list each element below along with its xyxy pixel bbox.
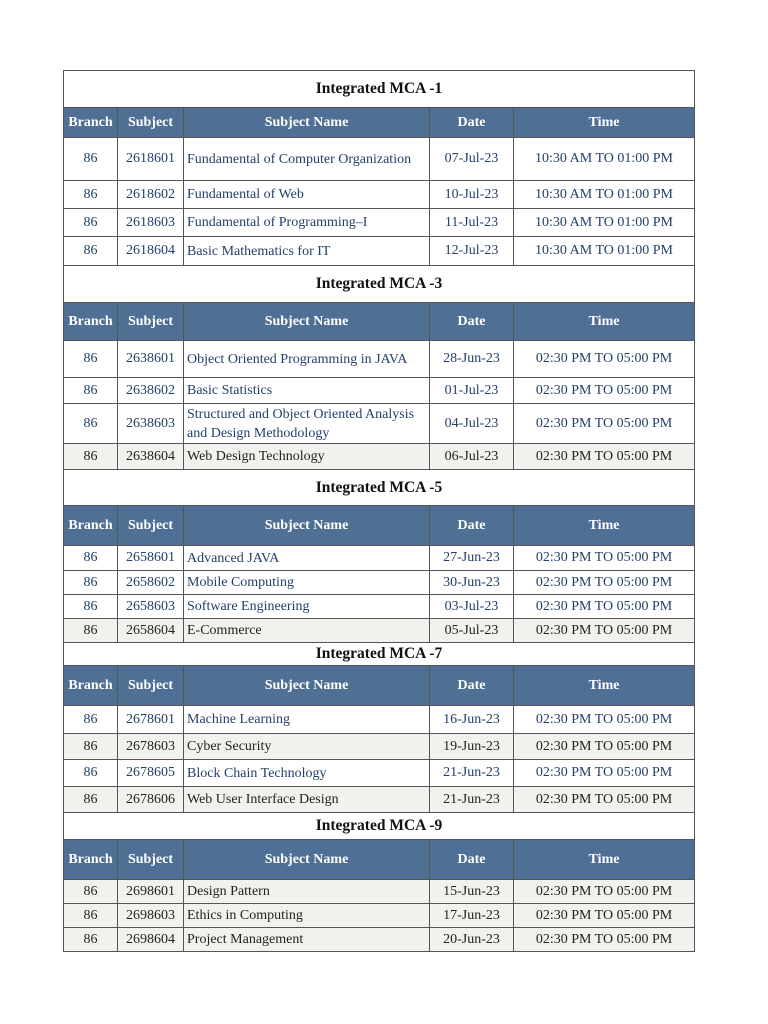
subject-name-cell: Fundamental of Programming–I: [184, 209, 430, 237]
subject-code-cell: 2618604: [118, 237, 184, 266]
branch-cell: 86: [64, 546, 118, 571]
subject-code-cell: 2638603: [118, 404, 184, 444]
subject-name-cell: Mobile Computing: [184, 571, 430, 595]
date-cell: 06-Jul-23: [430, 444, 514, 470]
subject-name-cell: Web User Interface Design: [184, 787, 430, 813]
subject-code-cell: 2618601: [118, 138, 184, 181]
subject-name-cell: Object Oriented Programming in JAVA: [184, 341, 430, 378]
branch-cell: 86: [64, 237, 118, 266]
table-row: [64, 237, 695, 266]
time-cell: 02:30 PM TO 05:00 PM: [514, 787, 695, 813]
date-cell: 04-Jul-23: [430, 404, 514, 444]
time-cell: 02:30 PM TO 05:00 PM: [514, 619, 695, 643]
branch-cell: 86: [64, 571, 118, 595]
date-cell: 30-Jun-23: [430, 571, 514, 595]
subject-name-cell: Basic Mathematics for IT: [184, 237, 430, 266]
time-cell: 02:30 PM TO 05:00 PM: [514, 444, 695, 470]
branch-cell: 86: [64, 181, 118, 209]
date-cell: 07-Jul-23: [430, 138, 514, 181]
date-cell: 28-Jun-23: [430, 341, 514, 378]
branch-cell: 86: [64, 706, 118, 734]
table-row: [64, 138, 695, 181]
branch-cell: 86: [64, 734, 118, 760]
column-header: Date: [430, 666, 514, 706]
column-header: Branch: [64, 108, 118, 138]
time-cell: 10:30 AM TO 01:00 PM: [514, 138, 695, 181]
date-cell: 15-Jun-23: [430, 880, 514, 904]
table-row: [64, 571, 695, 595]
column-header: Subject Name: [184, 840, 430, 880]
column-header: Date: [430, 303, 514, 341]
subject-name-cell: Project Management: [184, 928, 430, 952]
branch-cell: 86: [64, 595, 118, 619]
table-row: [64, 706, 695, 734]
date-cell: 27-Jun-23: [430, 546, 514, 571]
section-title: Integrated MCA -1: [64, 71, 695, 108]
subject-code-cell: 2638602: [118, 378, 184, 404]
branch-cell: 86: [64, 619, 118, 643]
subject-code-cell: 2698604: [118, 928, 184, 952]
date-cell: 19-Jun-23: [430, 734, 514, 760]
table-row: [64, 404, 695, 444]
subject-code-cell: 2678603: [118, 734, 184, 760]
table-row: [64, 760, 695, 787]
subject-code-cell: 2618602: [118, 181, 184, 209]
subject-code-cell: 2678601: [118, 706, 184, 734]
date-cell: 03-Jul-23: [430, 595, 514, 619]
column-header-row: [64, 840, 695, 880]
table-row: [64, 181, 695, 209]
subject-name-cell: E-Commerce: [184, 619, 430, 643]
subject-code-cell: 2658604: [118, 619, 184, 643]
date-cell: 16-Jun-23: [430, 706, 514, 734]
subject-name-cell: Block Chain Technology: [184, 760, 430, 787]
branch-cell: 86: [64, 444, 118, 470]
column-header: Subject Name: [184, 303, 430, 341]
exam-timetable: [63, 70, 695, 952]
subject-name-cell: Fundamental of Web: [184, 181, 430, 209]
time-cell: 02:30 PM TO 05:00 PM: [514, 595, 695, 619]
column-header: Branch: [64, 666, 118, 706]
subject-code-cell: 2638601: [118, 341, 184, 378]
time-cell: 02:30 PM TO 05:00 PM: [514, 341, 695, 378]
column-header: Subject: [118, 840, 184, 880]
date-cell: 21-Jun-23: [430, 787, 514, 813]
column-header: Subject: [118, 108, 184, 138]
column-header-row: [64, 303, 695, 341]
date-cell: 01-Jul-23: [430, 378, 514, 404]
subject-name-cell: Structured and Object Oriented Analysis and Design Methodology: [184, 404, 430, 444]
table-row: [64, 595, 695, 619]
subject-name-cell: Web Design Technology: [184, 444, 430, 470]
section-title: Integrated MCA -7: [64, 643, 695, 666]
table-row: [64, 378, 695, 404]
branch-cell: 86: [64, 880, 118, 904]
subject-code-cell: 2698601: [118, 880, 184, 904]
date-cell: 12-Jul-23: [430, 237, 514, 266]
column-header: Date: [430, 506, 514, 546]
section-title: Integrated MCA -5: [64, 470, 695, 506]
column-header-row: [64, 666, 695, 706]
table-row: [64, 341, 695, 378]
subject-code-cell: 2678606: [118, 787, 184, 813]
branch-cell: 86: [64, 138, 118, 181]
date-cell: 11-Jul-23: [430, 209, 514, 237]
subject-name-cell: Advanced JAVA: [184, 546, 430, 571]
branch-cell: 86: [64, 760, 118, 787]
subject-code-cell: 2618603: [118, 209, 184, 237]
branch-cell: 86: [64, 404, 118, 444]
column-header-row: [64, 108, 695, 138]
branch-cell: 86: [64, 378, 118, 404]
column-header: Time: [514, 666, 695, 706]
time-cell: 02:30 PM TO 05:00 PM: [514, 706, 695, 734]
subject-name-cell: Fundamental of Computer Organization: [184, 138, 430, 181]
column-header-row: [64, 506, 695, 546]
subject-name-cell: Machine Learning: [184, 706, 430, 734]
subject-name-cell: Ethics in Computing: [184, 904, 430, 928]
column-header: Date: [430, 108, 514, 138]
section-title-row: [64, 643, 695, 666]
column-header: Subject Name: [184, 506, 430, 546]
table-row: [64, 209, 695, 237]
section-title: Integrated MCA -9: [64, 813, 695, 840]
table-row: [64, 787, 695, 813]
time-cell: 02:30 PM TO 05:00 PM: [514, 378, 695, 404]
table-row: [64, 928, 695, 952]
subject-name-cell: Basic Statistics: [184, 378, 430, 404]
column-header: Subject: [118, 303, 184, 341]
time-cell: 02:30 PM TO 05:00 PM: [514, 571, 695, 595]
column-header: Subject Name: [184, 108, 430, 138]
subject-name-cell: Software Engineering: [184, 595, 430, 619]
subject-code-cell: 2658602: [118, 571, 184, 595]
column-header: Time: [514, 108, 695, 138]
subject-name-cell: Design Pattern: [184, 880, 430, 904]
date-cell: 21-Jun-23: [430, 760, 514, 787]
branch-cell: 86: [64, 209, 118, 237]
column-header: Branch: [64, 840, 118, 880]
column-header: Branch: [64, 303, 118, 341]
section-title-row: [64, 813, 695, 840]
subject-code-cell: 2658601: [118, 546, 184, 571]
column-header: Date: [430, 840, 514, 880]
subject-code-cell: 2638604: [118, 444, 184, 470]
table-row: [64, 444, 695, 470]
branch-cell: 86: [64, 928, 118, 952]
subject-code-cell: 2678605: [118, 760, 184, 787]
time-cell: 02:30 PM TO 05:00 PM: [514, 760, 695, 787]
section-title-row: [64, 266, 695, 303]
table-row: [64, 734, 695, 760]
column-header: Subject: [118, 666, 184, 706]
time-cell: 02:30 PM TO 05:00 PM: [514, 546, 695, 571]
column-header: Time: [514, 506, 695, 546]
date-cell: 17-Jun-23: [430, 904, 514, 928]
branch-cell: 86: [64, 341, 118, 378]
date-cell: 05-Jul-23: [430, 619, 514, 643]
column-header: Time: [514, 303, 695, 341]
table-row: [64, 904, 695, 928]
time-cell: 10:30 AM TO 01:00 PM: [514, 237, 695, 266]
subject-name-cell: Cyber Security: [184, 734, 430, 760]
table-row: [64, 619, 695, 643]
time-cell: 02:30 PM TO 05:00 PM: [514, 928, 695, 952]
section-title-row: [64, 71, 695, 108]
table-row: [64, 546, 695, 571]
table-row: [64, 880, 695, 904]
section-title-row: [64, 470, 695, 506]
time-cell: 02:30 PM TO 05:00 PM: [514, 880, 695, 904]
time-cell: 10:30 AM TO 01:00 PM: [514, 209, 695, 237]
date-cell: 10-Jul-23: [430, 181, 514, 209]
column-header: Time: [514, 840, 695, 880]
subject-code-cell: 2698603: [118, 904, 184, 928]
time-cell: 10:30 AM TO 01:00 PM: [514, 181, 695, 209]
column-header: Branch: [64, 506, 118, 546]
time-cell: 02:30 PM TO 05:00 PM: [514, 404, 695, 444]
section-title: Integrated MCA -3: [64, 266, 695, 303]
time-cell: 02:30 PM TO 05:00 PM: [514, 904, 695, 928]
column-header: Subject: [118, 506, 184, 546]
date-cell: 20-Jun-23: [430, 928, 514, 952]
branch-cell: 86: [64, 787, 118, 813]
time-cell: 02:30 PM TO 05:00 PM: [514, 734, 695, 760]
column-header: Subject Name: [184, 666, 430, 706]
subject-code-cell: 2658603: [118, 595, 184, 619]
branch-cell: 86: [64, 904, 118, 928]
